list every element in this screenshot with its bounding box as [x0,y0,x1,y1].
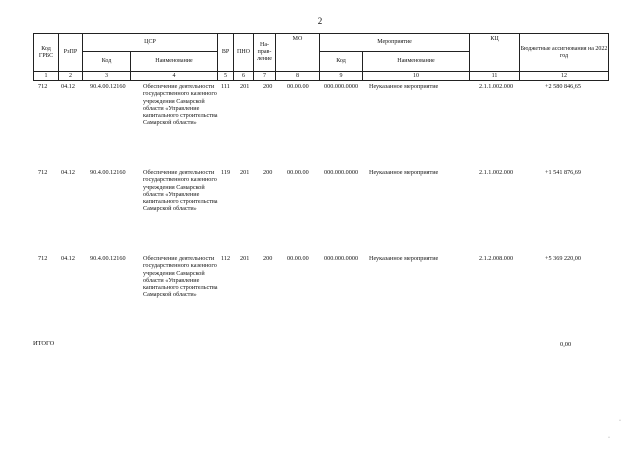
page-number: 2 [317,16,323,26]
table-row [33,169,608,255]
table-row [33,83,608,169]
table-row [33,255,608,341]
header-vr: ВР [218,34,234,72]
cell-vr: 111 [221,83,230,90]
cell-vr: 119 [221,169,231,176]
header-csr-kod: Код [83,52,131,72]
column-number: 7 [254,72,276,81]
column-number: 8 [276,72,320,81]
cell-grbs: 712 [38,255,48,262]
header-mo: МО [276,34,320,72]
cell-amount: +1 541 876,69 [545,169,581,176]
cell-napravlenie: 200 [263,83,273,90]
cell-grbs: 712 [38,83,48,90]
scan-speck: · [619,418,621,424]
total-value: 0,00 [560,341,572,348]
cell-meropr-code: 000.000.0000 [324,255,359,262]
header-napravlenie: На- прав- ление [254,34,276,72]
cell-csr-name: Обеспечение деятельности государственного казенного учреждения Самарской области «Управление капитального строительства Самарской области» [143,255,218,299]
cell-csr-code: 90.4.00.12160 [90,83,126,90]
cell-napravlenie: 200 [263,169,273,176]
cell-csr-name: Обеспечение деятельности государственного казенного учреждения Самарской области «Управление капитального строительства Самарской области» [143,83,218,127]
cell-pno: 201 [240,83,250,90]
header-meropr-name: Наименование [363,52,470,72]
cell-meropr-name: Неуказанное мероприятие [369,255,439,262]
column-number: 6 [234,72,254,81]
cell-mo: 00.00.00 [287,169,309,176]
cell-rzpr: 04.12 [61,169,75,176]
column-number: 4 [131,72,218,81]
cell-amount: +5 369 220,00 [545,255,581,262]
header-meropriyatie: Мероприятие [320,34,470,52]
total-label: ИТОГО [33,340,55,347]
header-kod-grbs: Код ГРБС [34,34,59,72]
column-number: 5 [218,72,234,81]
cell-meropr-name: Неуказанное мероприятие [369,83,439,90]
column-number: 3 [83,72,131,81]
column-number: 12 [520,72,609,81]
header-rzpr: РзПР [59,34,83,72]
cell-grbs: 712 [38,169,48,176]
cell-meropr-code: 000.000.0000 [324,169,359,176]
header-meropr-kod: Код [320,52,363,72]
header-kc: КЦ [470,34,520,72]
table-body [33,83,608,341]
cell-kc: 2.1.1.002.000 [479,83,514,90]
header-budget: Бюджетные ассигнования на 2022 год [520,34,609,72]
cell-vr: 112 [221,255,231,262]
cell-csr-code: 90.4.00.12160 [90,169,126,176]
cell-meropr-code: 000.000.0000 [324,83,359,90]
column-number: 9 [320,72,363,81]
column-number: 11 [470,72,520,81]
cell-kc: 2.1.2.008.000 [479,255,514,262]
cell-mo: 00.00.00 [287,255,309,262]
cell-rzpr: 04.12 [61,255,75,262]
scan-speck: · [608,435,610,441]
cell-amount: +2 580 846,65 [545,83,581,90]
header-pno: ПНО [234,34,254,72]
header-csr-name: Наименование [131,52,218,72]
cell-meropr-name: Неуказанное мероприятие [369,169,439,176]
cell-csr-name: Обеспечение деятельности государственного казенного учреждения Самарской области «Управление капитального строительства Самарской области» [143,169,218,213]
cell-pno: 201 [240,169,250,176]
header-csr: ЦСР [83,34,218,52]
cell-napravlenie: 200 [263,255,273,262]
column-number: 10 [363,72,470,81]
cell-kc: 2.1.1.002.000 [479,169,514,176]
table-header [33,33,609,81]
column-number: 2 [59,72,83,81]
cell-rzpr: 04.12 [61,83,75,90]
cell-pno: 201 [240,255,250,262]
cell-csr-code: 90.4.00.12160 [90,255,126,262]
column-number: 1 [34,72,59,81]
cell-mo: 00.00.00 [287,83,309,90]
